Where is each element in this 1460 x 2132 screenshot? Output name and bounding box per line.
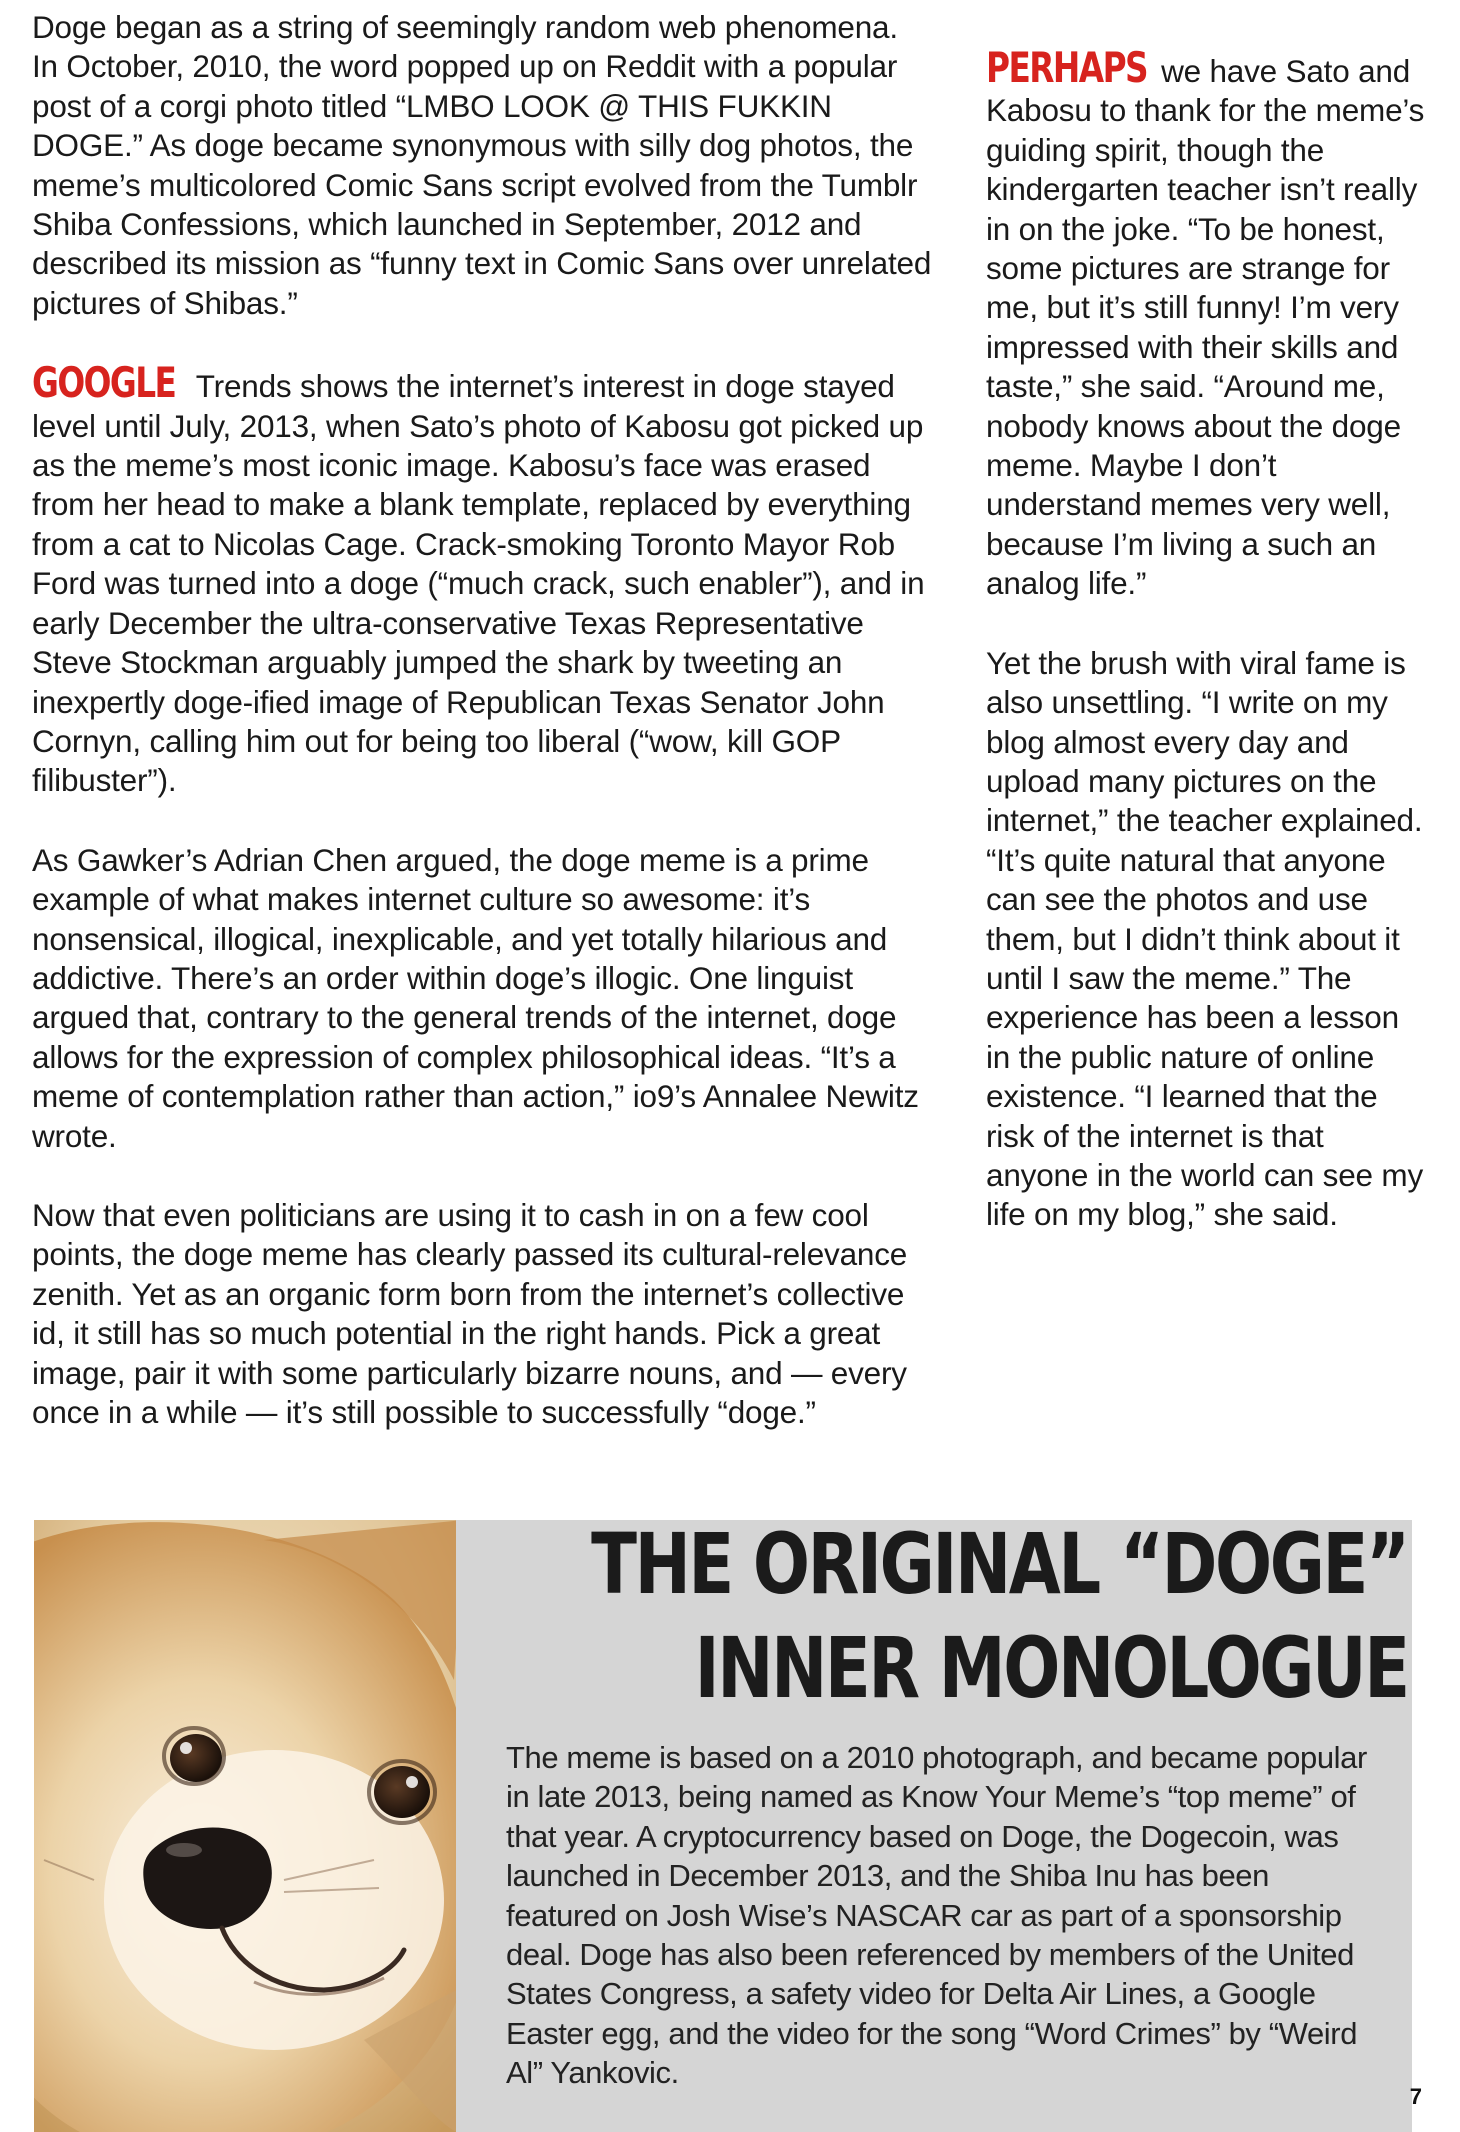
sidebar-title-line: INNER MONOLOGUE: [694, 1619, 1408, 1717]
page-number: 7: [1409, 2084, 1422, 2109]
paragraph-text: Yet the brush with viral fame is also unsettling. “I write on my blog almost every day and upload many pictures on the internet,” the teacher explained. “It’s quite natural that anyone can see the photos and use them, but I didn’t think about it until I saw the meme.” The experience has been a lesson in the public nature of online existence. “I learned that the risk of the internet is that anyone in the world can see my life on my blog,” she said.: [986, 644, 1423, 1233]
article-paragraph: [986, 43, 1426, 604]
sidebar-body: The meme is based on a 2010 photograph, and became popular in late 2013, being named as Know Your Meme’s “top meme” of that year. A cryptocurrency based on Doge, the Dogecoin, was launched in December 2013, and the Shiba Inu has been featured on Josh Wise’s NASCAR car as part of a sponsorship deal. Doge has also been referenced by members of the United States Congress, a safety video for Delta Air Lines, a Google Easter egg, and the video for the song “Word Crimes” by “Weird Al” Yankovic.: [506, 1740, 1367, 2091]
paragraph-text: Now that even politicians are using it to cash in on a few cool points, the doge meme has clearly passed its cultural-relevance zenith. Yet as an organic form born from the internet’s collective id, it still has so much potential in the right hands. Pick a great image, pair it with some particularly bizarre nouns, and — every once in a while — it’s still possible to successfully “doge.”: [32, 1196, 908, 1430]
paragraph-text: we have Sato and Kabosu to thank for the meme’s guiding spirit, though the kindergarten teacher isn’t really in on the joke. “To be honest, some pictures are strange for me, but it’s still funny! I’m very impressed with their skills and taste,” she said. “Around me, nobody knows about the doge meme. Maybe I don’t understand memes very well, because I’m living a such an analog life.”: [986, 53, 1425, 602]
article-paragraph: [986, 644, 1426, 1235]
paragraph-text: Trends shows the internet’s interest in doge stayed level until July, 2013, when Sato’s photo of Kabosu got picked up as the meme’s most iconic image. Kabosu’s face was erased from her head to make a blank template, replaced by everything from a cat to Nicolas Cage. Crack-smoking Toronto Mayor Rob Ford was turned into a doge (“much crack, such enabler”), and in early December the ultra-conservative Texas Representative Steve Stockman arguably jumped the shark by tweeting an inexpertly doge-ified image of Republican Texas Senator John Cornyn, calling him out for being too liberal (“wow, kill GOP filibuster”).: [32, 368, 925, 799]
paragraph-text: Doge began as a string of seemingly random web phenomena. In October, 2010, the word popped up on Reddit with a popular post of a corgi photo titled “LMBO LOOK @ THIS FUKKIN DOGE.” As doge became synonymous with silly dog photos, the meme’s multicolored Comic Sans script evolved from the Tumblr Shiba Confessions, which launched in September, 2012 and described its mission as “funny text in Comic Sans over unrelated pictures of Shibas.”: [32, 9, 932, 321]
article-paragraph: [32, 841, 932, 1156]
sidebar-title: [591, 1512, 1408, 1720]
lead-word-google: GOOGLE: [32, 358, 176, 408]
article-paragraph: [32, 358, 932, 800]
paragraph-text: As Gawker’s Adrian Chen argued, the doge meme is a prime example of what makes internet culture so awesome: it’s nonsensical, illogical, inexplicable, and yet totally hilarious and addictive. There’s an order within doge’s illogic. One linguist argued that, contrary to the general trends of the internet, doge allows for the expression of complex philosophical ideas. “It’s a meme of contemplation rather than action,” io9’s Annalee Newitz wrote.: [32, 841, 919, 1154]
sidebar-box: [34, 1515, 1412, 2132]
lead-word-perhaps: PERHAPS: [986, 43, 1148, 92]
article-column-left: [32, 8, 932, 1472]
sidebar-title-line: THE ORIGINAL “DOGE”: [591, 1515, 1408, 1613]
article-paragraph: [32, 8, 932, 323]
article-paragraph: [32, 1196, 932, 1432]
doge-photo: [34, 1520, 456, 2132]
article-column-right: [986, 43, 1426, 1275]
